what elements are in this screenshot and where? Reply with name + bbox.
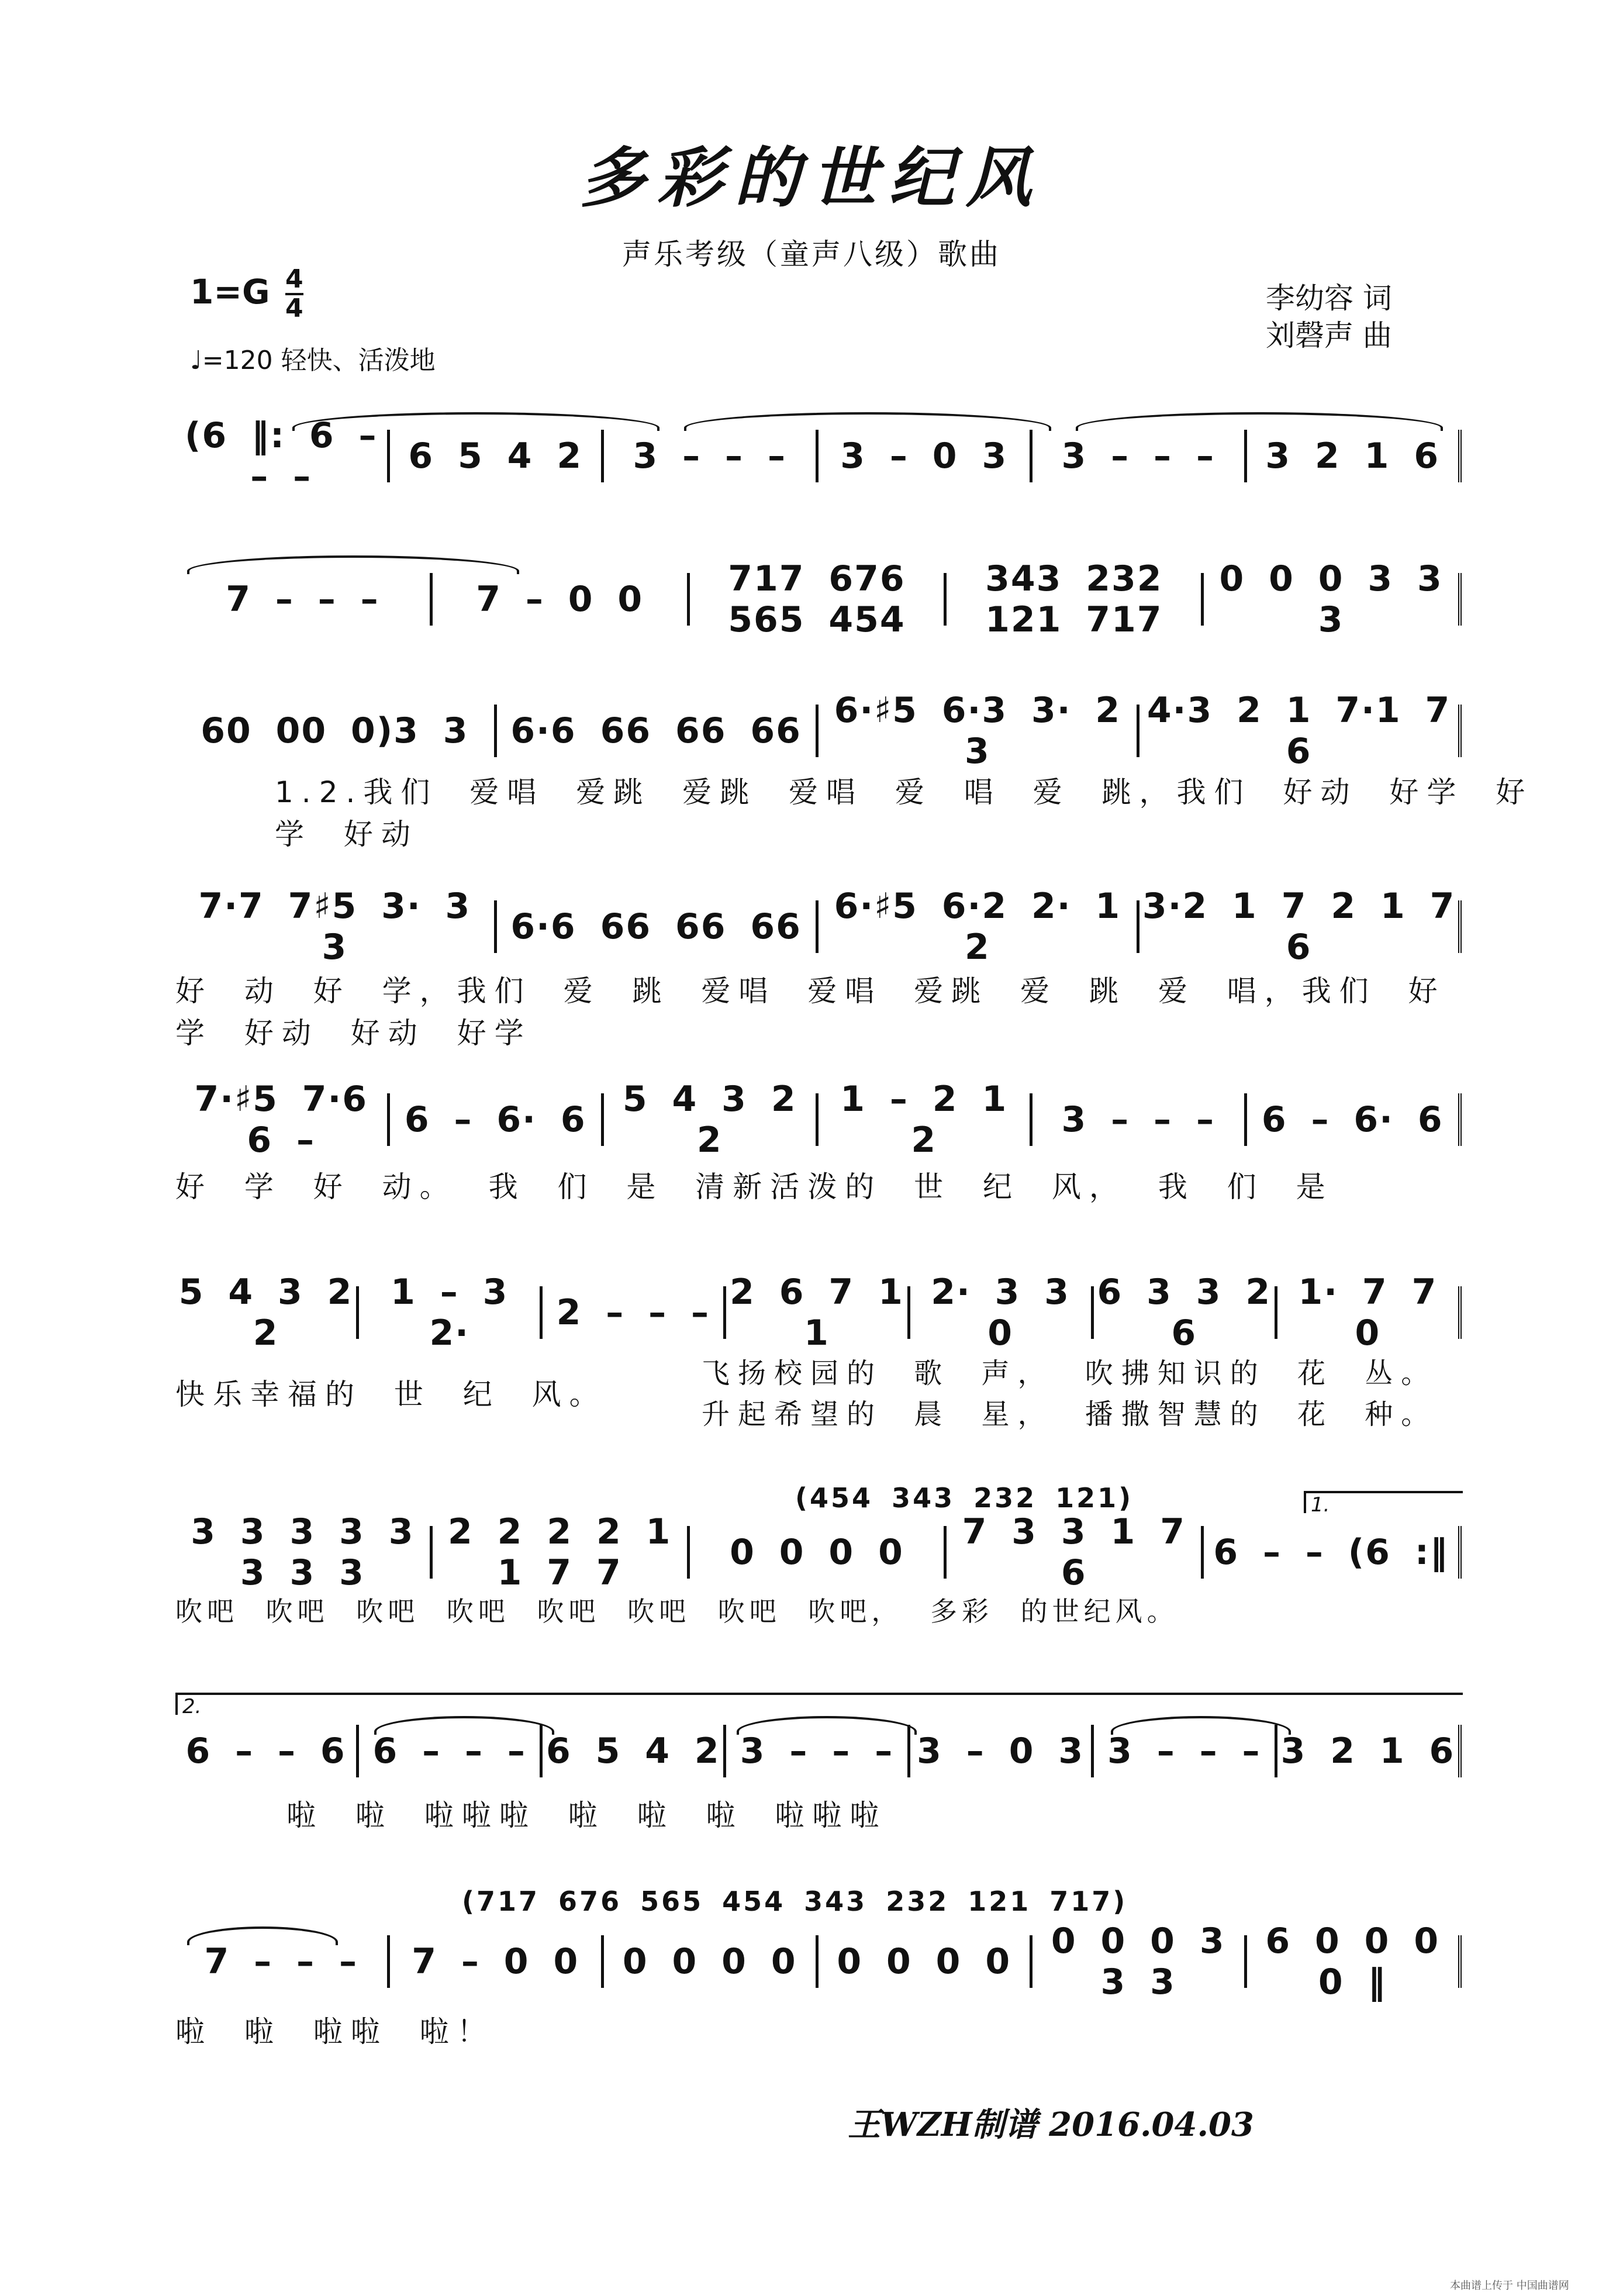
measure: 5 4 3 2 2 bbox=[175, 1286, 359, 1339]
lyrics-line: 好 动 好 学，我们 爱 跳 爱唱 爱唱 爱跳 爱 跳 爱 唱，我们 好 学 好动 好动 好学 bbox=[175, 974, 1446, 1050]
volta-first: 1. bbox=[1304, 1491, 1463, 1513]
measure: 7 – 0 0 bbox=[433, 573, 690, 626]
measure: 6 5 4 2 bbox=[543, 1725, 726, 1777]
measure: 3 2 1 6 bbox=[1247, 430, 1462, 482]
measure: 3·2 1 7 2 1 7 6 bbox=[1139, 900, 1462, 953]
tempo-marking: ♩=120 轻快、活泼地 bbox=[190, 346, 436, 375]
measure: 0 0 0 0 bbox=[690, 1526, 947, 1579]
slur bbox=[684, 412, 1051, 431]
slur bbox=[1111, 1716, 1291, 1735]
notes-row bbox=[175, 690, 1462, 772]
measure: 717 676 565 454 bbox=[690, 573, 947, 626]
measure: 60 00 0)3 3 bbox=[175, 705, 497, 757]
page-title: 多彩的世纪风 bbox=[580, 140, 1043, 216]
measure: 5 4 3 2 2 bbox=[604, 1093, 819, 1146]
lyrics-line: 好 学 好 动。 我 们 是 清新活泼的 世 纪 风， 我 们 是 bbox=[175, 1170, 1334, 1204]
verse-line-1: 飞扬校园的 歌 声， 吹拂知识的 花 丛。 bbox=[702, 1357, 1438, 1390]
notes-row bbox=[175, 886, 1462, 968]
slur bbox=[1076, 412, 1443, 431]
measure: 0 0 0 3 3 3 bbox=[1032, 1935, 1247, 1988]
measure: 3 – 0 3 bbox=[910, 1725, 1094, 1777]
time-bottom: 4 bbox=[285, 294, 303, 323]
time-signature bbox=[285, 266, 303, 322]
measure: 2 – – – bbox=[543, 1286, 726, 1339]
slur bbox=[187, 555, 519, 574]
measure: 7 – – – bbox=[175, 573, 433, 626]
measure: 7 – – – bbox=[175, 1935, 390, 1988]
notes-row bbox=[175, 1079, 1462, 1161]
measure: 343 232 121 717 bbox=[947, 573, 1204, 626]
lyrics-line: 快乐幸福的 世 纪 风。 bbox=[175, 1377, 607, 1411]
slur bbox=[374, 1716, 554, 1735]
measure: 6 – – (6 :‖ bbox=[1204, 1526, 1462, 1579]
slur bbox=[187, 1926, 338, 1945]
measure: 7 3 3 1 7 6 bbox=[947, 1526, 1204, 1579]
composer: 刘磬声 曲 bbox=[1266, 319, 1392, 353]
measure: 7·♯5 7·6 6 – bbox=[175, 1093, 390, 1146]
measure: 6·♯5 6·3 3· 2 3 bbox=[819, 705, 1140, 757]
subtitle: 声乐考级（童声八级）歌曲 bbox=[622, 237, 1001, 271]
measure: 2 6 7 1 1 bbox=[726, 1286, 910, 1339]
notes-row bbox=[175, 558, 1462, 640]
intro-parenthetical: (454 343 232 121) bbox=[795, 1482, 1134, 1514]
measure: 3 – – – bbox=[604, 430, 819, 482]
measure: 6 5 4 2 bbox=[390, 430, 605, 482]
measure: 6 3 3 2 6 bbox=[1094, 1286, 1277, 1339]
measure: 7 – 0 0 bbox=[390, 1935, 605, 1988]
measure: 1 – 3 2· bbox=[359, 1286, 543, 1339]
measure: 0 0 0 0 bbox=[819, 1935, 1033, 1988]
notes-row bbox=[175, 1272, 1462, 1354]
verse-line-2: 升起希望的 晨 星， 播撒智慧的 花 种。 bbox=[702, 1398, 1438, 1431]
lyrics-line: 啦 啦 啦啦啦 啦 啦 啦 啦啦啦 bbox=[286, 1798, 888, 1832]
measure: 4·3 2 1 7·1 7 6 bbox=[1139, 705, 1462, 757]
measure: 3 3 3 3 3 3 3 3 bbox=[175, 1526, 433, 1579]
lyrics-line: 吹吧 吹吧 吹吧 吹吧 吹吧 吹吧 吹吧 吹吧， 多彩 的世纪风。 bbox=[175, 1596, 1179, 1627]
notes-row bbox=[175, 1921, 1462, 2002]
measure: 2· 3 3 0 bbox=[910, 1286, 1094, 1339]
lyricist: 李幼容 词 bbox=[1266, 281, 1392, 315]
notes-row bbox=[175, 1511, 1462, 1593]
measure: 6 – – – bbox=[359, 1725, 543, 1777]
measure: 6 0 0 0 0 ‖ bbox=[1247, 1935, 1462, 1988]
measure: 3 – – – bbox=[1032, 1093, 1247, 1146]
measure: 3 – – – bbox=[1094, 1725, 1277, 1777]
outro-parenthetical: (717 676 565 454 343 232 121 717) bbox=[462, 1886, 1128, 1917]
site-watermark: 本曲谱上传于 中国曲谱网 bbox=[1450, 2280, 1569, 2292]
measure: 7·7 7♯5 3· 3 3 bbox=[175, 900, 497, 953]
lyrics-line: 1.2.我们 爱唱 爱跳 爱跳 爱唱 爱 唱 爱 跳，我们 好动 好学 好 学 好动 bbox=[275, 775, 1534, 851]
volta-second: 2. bbox=[175, 1693, 1463, 1715]
slur bbox=[737, 1716, 917, 1735]
measure: 0 0 0 3 3 3 bbox=[1204, 573, 1462, 626]
measure: 6·6 66 66 66 bbox=[497, 705, 819, 757]
measure: 3 – – – bbox=[1032, 430, 1247, 482]
measure: 1· 7 7 0 bbox=[1277, 1286, 1462, 1339]
measure: 1 – 2 1 2 bbox=[819, 1093, 1033, 1146]
measure: 6 – – 6 bbox=[175, 1725, 359, 1777]
measure: 6·6 66 66 66 bbox=[497, 900, 819, 953]
measure: 6 – 6· 6 bbox=[1247, 1093, 1462, 1146]
transcriber-signature: 王WZH制谱 2016.04.03 bbox=[848, 2105, 1254, 2144]
measure: 3 – 0 3 bbox=[819, 430, 1033, 482]
measure: 0 0 0 0 bbox=[604, 1935, 819, 1988]
measure: 2 2 2 2 1 1 7 7 bbox=[433, 1526, 690, 1579]
time-top: 4 bbox=[285, 264, 303, 294]
key-signature: 1=G bbox=[190, 272, 270, 312]
notes-row bbox=[175, 415, 1462, 497]
measure: 6 – 6· 6 bbox=[390, 1093, 605, 1146]
measure: 3 2 1 6 bbox=[1277, 1725, 1462, 1777]
credits bbox=[1266, 279, 1392, 354]
lyrics-line: 啦 啦 啦啦 啦！ bbox=[175, 2015, 495, 2049]
measure: (6 ‖: 6 – – – bbox=[175, 430, 390, 482]
measure: 3 – – – bbox=[726, 1725, 910, 1777]
measure: 6·♯5 6·2 2· 1 2 bbox=[819, 900, 1140, 953]
